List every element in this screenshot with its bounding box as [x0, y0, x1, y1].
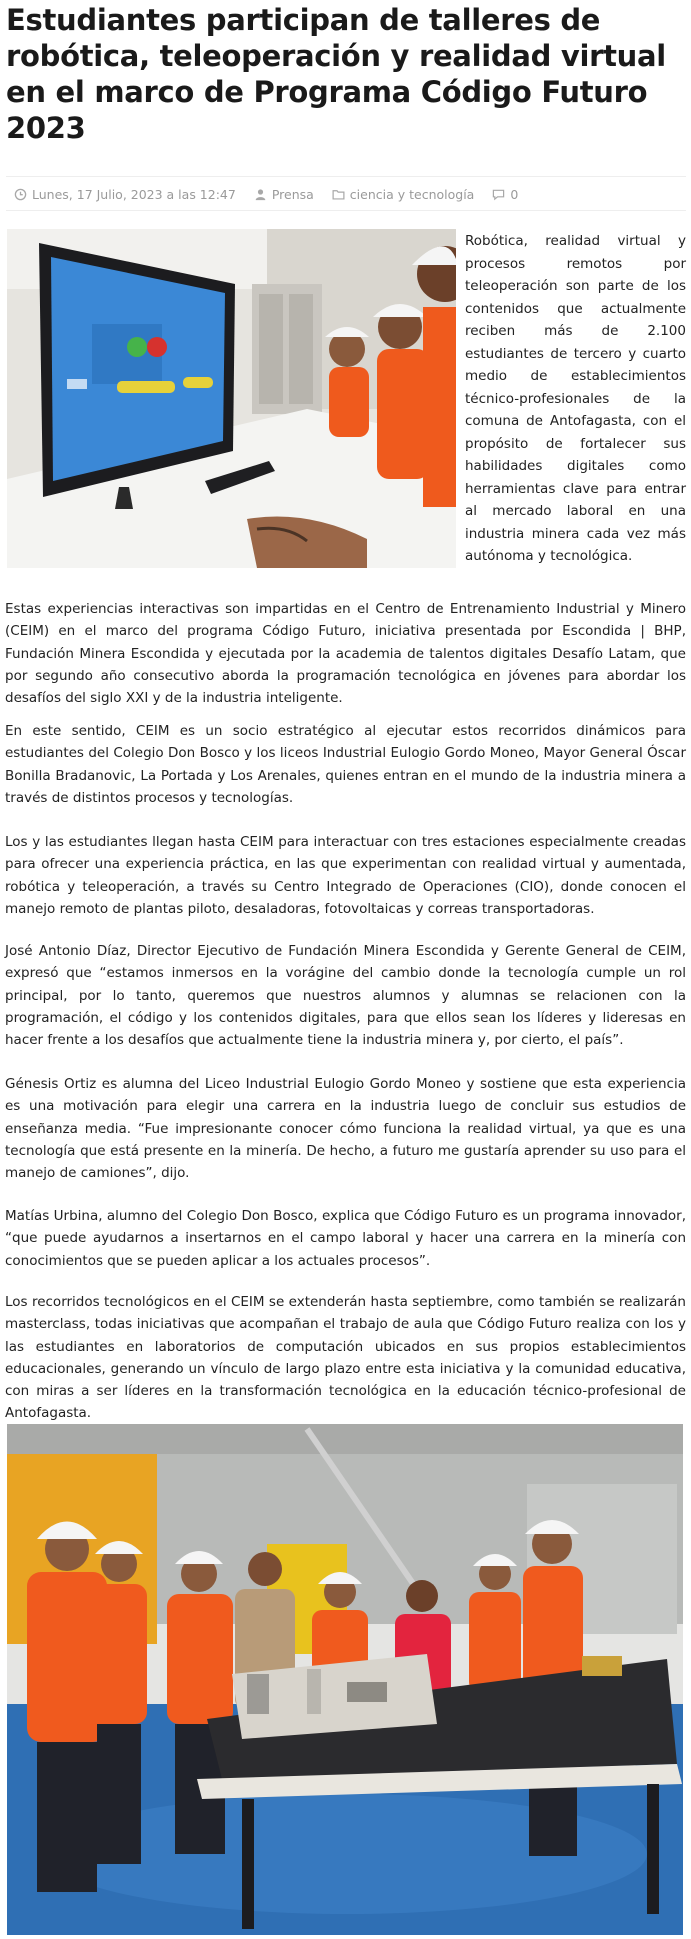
user-icon — [254, 188, 267, 201]
meta-category[interactable] — [332, 187, 475, 202]
meta-date — [14, 187, 236, 202]
clock-icon — [14, 188, 27, 201]
divider — [6, 176, 686, 177]
meta-author[interactable] — [254, 187, 314, 202]
article-lead: Robótica, realidad virtual y procesos remotos por teleoperación son parte de los contenidos que actualmente reciben más de 2.100 estudiantes de tercero y cuarto medio de establecimientos técnico-profesionales de la comuna de Antofagasta, con el propósito de fortalecer sus habilidades digitales como herramientas clave para entrar al mercado laboral en una industria minera cada vez más autónoma y tecnológica. — [465, 233, 686, 564]
meta-comments-count: 0 — [510, 186, 519, 202]
meta-author-text: Prensa — [271, 186, 314, 202]
photo-group-model — [7, 1424, 683, 1935]
paragraph: Los y las estudiantes llegan hasta CEIM para interactuar con tres estaciones especialmente creadas para ofrecer una experiencia práctica, en las que experimentan con realidad virtual y aumentada, robótica y teleoperación, a través su Centro Integrado de Operaciones (CIO), donde conocen el manejo remoto de plantas piloto, desaladoras, fotovoltaicas y correas transportadoras. — [5, 834, 686, 917]
meta-date-text: Lunes, 17 Julio, 2023 a las 12:47 — [32, 186, 236, 202]
photo-control-room — [7, 229, 456, 568]
meta-category-text: ciencia y tecnología — [349, 186, 475, 202]
comment-icon — [492, 188, 505, 201]
paragraph: José Antonio Díaz, Director Ejecutivo de Fundación Minera Escondida y Gerente General de CEIM, expresó que “estamos inmersos en la vorágine del cambio donde la tecnología cumple un rol principal, por lo tanto, queremos que nuestros alumnos y alumnas se relacionen con la programación, el código y los contenidos digitales, para que ellos sean los líderes y lideresas en hacer frente a los desafíos que actualmente tiene la industria minera y, por cierto, el país”. — [5, 943, 686, 1049]
paragraph: Estas experiencias interactivas son impartidas en el Centro de Entrenamiento Industrial y Minero (CEIM) en el marco del programa Código Futuro, iniciativa presentada por Escondida | BHP, Fundación Minera Escondida y ejecutada por la academia de talentos digitales Desafío Latam, que por segundo año consecutivo aborda la programación tecnológica en jóvenes para abordar los desafíos del siglo XXI y de la industria inteligente. — [5, 601, 686, 707]
divider — [6, 210, 686, 211]
paragraph: Los recorridos tecnológicos en el CEIM se extenderán hasta septiembre, como también se realizarán masterclass, todas iniciativas que acompañan el trabajo de aula que Código Futuro realiza con los y las estudiantes en laboratorios de computación ubicados en sus propios establecimientos educacionales, generando un vínculo de largo plazo entre esta iniciativa y la comunidad educativa, con miras a ser líderes en la transformación tecnológica en la educación técnico-profesional de Antofagasta. — [5, 1294, 686, 1422]
article-title: Estudiantes participan de talleres de robótica, teleoperación y realidad virtual en el marco de Programa Código Futuro 2023 — [6, 3, 666, 145]
folder-icon — [332, 188, 345, 201]
article-meta — [14, 184, 536, 204]
paragraph: Matías Urbina, alumno del Colegio Don Bosco, explica que Código Futuro es un programa innovador, “que puede ayudarnos a insertarnos en el campo laboral y hacer una carrera en la minería con conocimientos que se pueden aplicar a los actuales procesos”. — [5, 1208, 686, 1269]
meta-comments[interactable] — [492, 187, 518, 202]
paragraph: En este sentido, CEIM es un socio estratégico al ejecutar estos recorridos dinámicos para estudiantes del Colegio Don Bosco y los liceos Industrial Eulogio Gordo Moneo, Mayor General Óscar Bonilla Bradanovic, La Portada y Los Arenales, quienes entran en el mundo de la industria minera a través de distintos procesos y tecnologías. — [5, 723, 686, 806]
paragraph: Génesis Ortiz es alumna del Liceo Industrial Eulogio Gordo Moneo y sostiene que esta experiencia es una motivación para elegir una carrera en la industria luego de concluir sus estudios de enseñanza media. “Fue impresionante conocer cómo funciona la realidad virtual, ya que es una tecnología que está presente en la minería. De hecho, a futuro me gustaría aprender su uso para el manejo de camiones”, dijo. — [5, 1076, 686, 1182]
